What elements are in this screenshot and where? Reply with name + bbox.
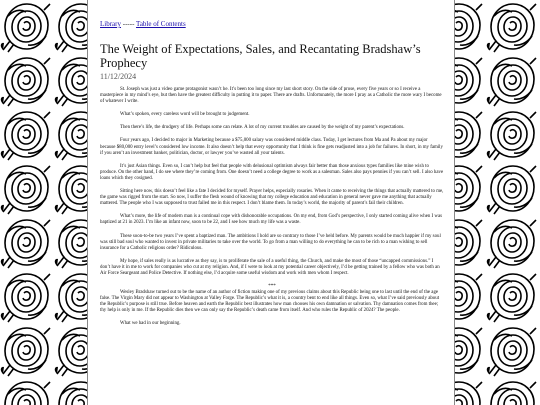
paragraph: What we had in our beginning. (120, 321, 181, 327)
article-title: The Weight of Expectations, Sales, and Recantating Bradshaw’s Prophecy (100, 42, 421, 70)
paragraph: What’s spoken, every careless word will be brought to judgement. (120, 112, 250, 118)
paragraph: What’s more, the life of modern man is a continual cope with dishonorable occupations. On my end, from God’s perspective, I only started coming alive when I was baptized at 21 in 2023. I’m like an infant now, soon to be 22, and I see how much my life was a waste. (100, 214, 443, 226)
article-page (87, 0, 455, 405)
paragraph: These soon-to-be two years I’ve spent a baptized man. The ambitions I hold are so contrary to those I’ve held before. My parents would be much happier if my soul was still bad soul who wanted to invest in private militaries to take over the world. To go from a man willing to do everything he can to be rich to a man wishing to sell insurance for a Catholic religious order? Ridiculous. (100, 233, 441, 251)
section-divider: *** (268, 284, 276, 290)
paragraph: My hope, if sales really is as lucrative as they say, is to proliferate the sale of a useful thing, the Church, and make the most of those “uncapped commissions.” I don’t have it in me to work for companies who cut at my religion. And, if I were to look at my potential career objectively, I’d be getting trained by a fellow who was both an Air Force Seargeant and Police Detective. If nothing else, I’d acquire some useful wisdom and work with men whom I respect. (100, 258, 440, 276)
article-date: 11/12/2024 (100, 72, 137, 81)
paragraph: Then there’s life, the drudgery of life. Perhaps some can relate. A lot of my current troubles are caused by the weight of my parent’s expectations. (120, 125, 405, 131)
paragraph: Sitting here now, this doesn’t feel like a fate I decided for myself. Prayer helps, especially rosaries. When it came to receiving the things that actually mattered to me, the game was rigged from the start. So now, I suffer the flesh wound of knowing that my college education and education in general never gave me anything that actually mattered. The people who I was supposed to trust failed me in this respect. I don’t blame them. In today’s world, the majority of parent’s fail their children. (100, 189, 444, 207)
library-link[interactable]: Library (100, 20, 121, 28)
paragraph: St. Joseph was just a video game protagonist wasn’t he. It’s been too long since my last short story. On the side of prose, every five years or so I receive a masterpiece in my mind’s eye, but then have the greatest difficulty in putting it to paper. There are drafts. Unfortunately, the more I pray as a Catholic the more wary I become of whatever I write. (100, 87, 442, 105)
paragraph: Four years ago, I decided to major in Marketing because a $75,000 salary was considered middle class. Today, I get lectures from Ma and Pa about my major because $80,000 entry level’s considered low income. It also doesn’t help that every opportunity that I think is fine gets readjusted into a job for failures. In short, in my family if you aren’t an investment banker, politician, doctor, or lawyer you’ve wasted all your talents. (100, 138, 443, 156)
breadcrumb (100, 20, 444, 28)
paragraph: It’s just Asian things. Even so, I can’t help but feel that people with delusional optimism always fair better than those anxious types families like mine wish to produce. On the other hand, I do see where they’re coming from. One doesn’t need a college degree to work as a salesman. Sales also pays pennies if you can’t sell. I also have loans which they cosigned. (100, 163, 444, 181)
breadcrumb-separator: ----- (122, 20, 135, 28)
paragraph: Wesley Bradshaw turned out to be the name of an author of fiction making one of my previous claims about this Republic being one to last until the end of the age false. The Virgin Mary did not appear to Washington at Valley Forge. The Republic’s what it is, a country bent to end like all things. Even so, what I’ve said previously about the Republic’s purpose is still true. Before heaven and earth the Republic best illustrates how man chooses his own damnation or salvation. Thy damnation comes from thee; thy help is only in me. If the Republic dies then we can only say the Republic’s death came from itself. And who rules the Republic of 2024? The people. (100, 290, 440, 314)
table-of-contents-link[interactable]: Table of Contents (136, 20, 186, 28)
article-content (88, 0, 454, 328)
